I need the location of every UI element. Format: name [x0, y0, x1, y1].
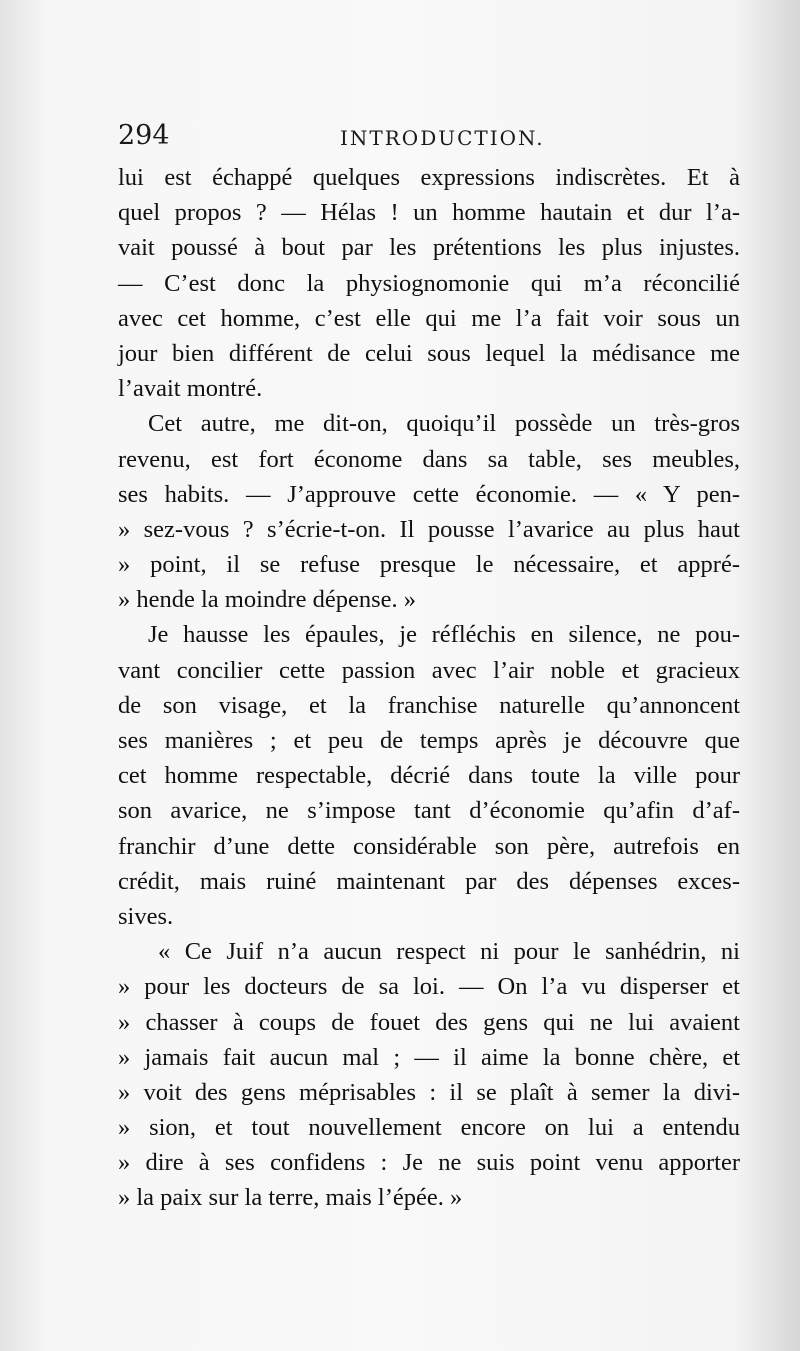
text-line: cet homme respectable, décrié dans toute la ville pour: [118, 762, 740, 790]
body-text: [118, 160, 740, 1216]
text-line: » pour les docteurs de sa loi. — On l’a vu disperser et: [118, 973, 740, 1001]
text-line: — C’est donc la physiognomonie qui m’a réconcilié: [118, 269, 740, 297]
running-title: INTRODUCTION.: [340, 126, 545, 150]
text-line: de son visage, et la franchise naturelle qu’annoncent: [118, 691, 740, 719]
text-line: Cet autre, me dit-on, quoiqu’il possède un très-gros: [148, 410, 740, 438]
text-line: » point, il se refuse presque le nécessaire, et appré-: [118, 551, 740, 579]
text-line: lui est échappé quelques expressions indiscrètes. Et à: [118, 164, 740, 191]
text-line: » jamais fait aucun mal ; — il aime la bonne chère, et: [118, 1043, 740, 1071]
text-line: » voit des gens méprisables : il se plaît à semer la divi-: [118, 1078, 740, 1106]
text-line: « Ce Juif n’a aucun respect ni pour le sanhédrin, ni: [158, 938, 740, 966]
text-line: Je hausse les épaules, je réfléchis en silence, ne pou-: [148, 621, 740, 649]
text-line: vait poussé à bout par les prétentions les plus injustes.: [118, 234, 740, 262]
text-line: son avarice, ne s’impose tant d’économie qu’afin d’af-: [118, 797, 740, 825]
text-line: » dire à ses confidens : Je ne suis point venu apporter: [118, 1149, 740, 1177]
text-line: franchir d’une dette considérable son père, autrefois en: [118, 832, 740, 860]
page-number: 294: [118, 120, 170, 151]
text-line: revenu, est fort économe dans sa table, ses meubles,: [118, 445, 740, 473]
text-line: ses manières ; et peu de temps après je découvre que: [118, 727, 740, 754]
text-line: l’avait montré.: [118, 375, 263, 403]
text-line: » la paix sur la terre, mais l’épée. »: [118, 1184, 463, 1212]
text-line: » sez-vous ? s’écrie-t-on. Il pousse l’avarice au plus haut: [118, 515, 740, 543]
text-line: sives.: [118, 902, 174, 930]
text-line: ses habits. — J’approuve cette économie. — « Y pen-: [118, 480, 740, 508]
running-head: [118, 118, 738, 154]
text-line: » hende la moindre dépense. »: [118, 586, 416, 614]
text-line: quel propos ? — Hélas ! un homme hautain et dur l’a-: [118, 199, 740, 227]
text-line: » chasser à coups de fouet des gens qui ne lui avaient: [118, 1008, 740, 1036]
text-line: vant concilier cette passion avec l’air noble et gracieux: [118, 656, 740, 684]
text-line: avec cet homme, c’est elle qui me l’a fait voir sous un: [118, 304, 740, 332]
text-line: crédit, mais ruiné maintenant par des dépenses exces-: [118, 867, 740, 895]
text-line: » sion, et tout nouvellement encore on lui a entendu: [118, 1114, 740, 1142]
text-line: jour bien différent de celui sous lequel la médisance me: [118, 339, 740, 367]
